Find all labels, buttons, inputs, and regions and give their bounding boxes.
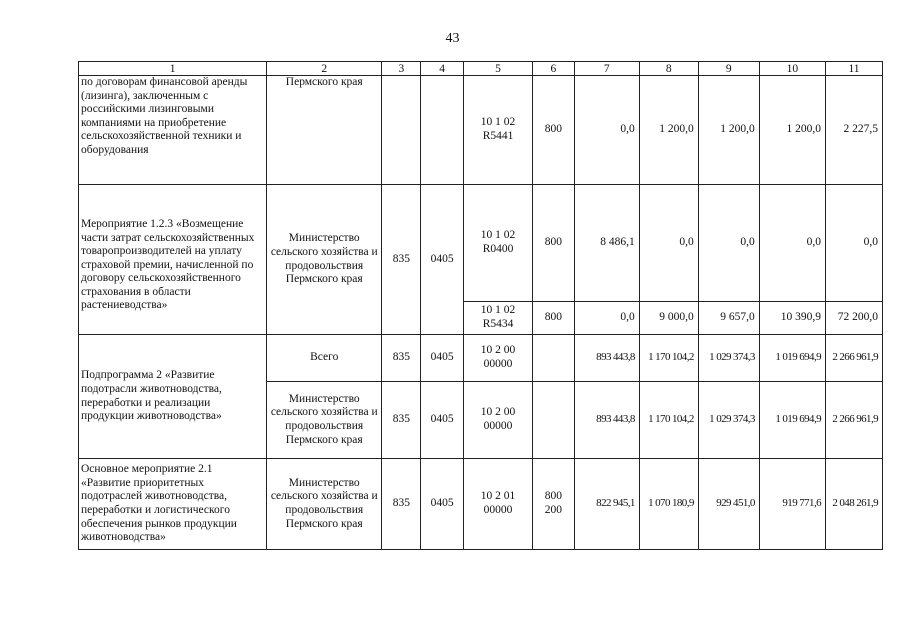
row-vr — [533, 335, 574, 382]
row-csr: 10 1 02 R5441 — [463, 76, 532, 185]
row-value-7: 8 486,1 — [574, 185, 639, 302]
row-value-11: 72 200,0 — [826, 302, 883, 335]
column-header-4: 4 — [421, 62, 463, 76]
column-header-5: 5 — [463, 62, 532, 76]
row-executor: Министерство сельского хозяйства и продовольствия Пермского края — [267, 382, 382, 459]
row-csr: 10 2 00 00000 — [463, 382, 532, 459]
row-value-10: 10 390,9 — [759, 302, 825, 335]
column-header-11: 11 — [826, 62, 883, 76]
row-value-7: 822 945,1 — [574, 459, 639, 550]
row-vr: 800 — [533, 76, 574, 185]
row-value-10: 1 200,0 — [759, 76, 825, 185]
row-name: по договорам финансовой аренды (лизинга), заключенным с российскими лизинговыми компаниями на приобретение сельскохозяйственной техники и оборудования — [79, 76, 267, 185]
row-rzpr: 0405 — [421, 459, 463, 550]
row-value-10: 1 019 694,9 — [759, 382, 825, 459]
row-csr: 10 1 02 R5434 — [463, 302, 532, 335]
row-value-11: 0,0 — [826, 185, 883, 302]
row-value-8: 1 170 104,2 — [639, 382, 698, 459]
row-name: Основное мероприятие 2.1 «Развитие приоритетных подотраслей животноводства, переработки и логистического обеспечения рынков продукции животноводства» — [79, 459, 267, 550]
row-rzpr: 0405 — [421, 382, 463, 459]
row-grbs: 835 — [382, 459, 421, 550]
table-row — [79, 335, 883, 382]
row-value-7: 893 443,8 — [574, 335, 639, 382]
row-name: Подпрограмма 2 «Развитие подотрасли животноводства, переработки и реализации продукции животноводства» — [79, 335, 267, 459]
row-grbs — [382, 76, 421, 185]
budget-table — [78, 61, 883, 550]
row-value-10: 0,0 — [759, 185, 825, 302]
row-value-8: 1 170 104,2 — [639, 335, 698, 382]
column-header-9: 9 — [698, 62, 759, 76]
row-csr: 10 2 00 00000 — [463, 335, 532, 382]
row-vr — [533, 382, 574, 459]
row-value-9: 0,0 — [698, 185, 759, 302]
row-value-8: 0,0 — [639, 185, 698, 302]
row-grbs: 835 — [382, 185, 421, 335]
row-value-11: 2 266 961,9 — [826, 382, 883, 459]
row-value-9: 1 200,0 — [698, 76, 759, 185]
row-rzpr: 0405 — [421, 335, 463, 382]
row-value-9: 929 451,0 — [698, 459, 759, 550]
row-value-9: 1 029 374,3 — [698, 335, 759, 382]
row-value-10: 1 019 694,9 — [759, 335, 825, 382]
row-grbs: 835 — [382, 382, 421, 459]
table-row — [79, 185, 883, 302]
row-value-10: 919 771,6 — [759, 459, 825, 550]
row-value-8: 9 000,0 — [639, 302, 698, 335]
column-header-row — [79, 62, 883, 76]
column-header-7: 7 — [574, 62, 639, 76]
row-value-11: 2 227,5 — [826, 76, 883, 185]
row-executor: Всего — [267, 335, 382, 382]
row-value-8: 1 070 180,9 — [639, 459, 698, 550]
table-row — [79, 459, 883, 550]
row-value-7: 0,0 — [574, 302, 639, 335]
row-name: Мероприятие 1.2.3 «Возмещение части затрат сельскохозяйственных товаропроизводителей на уплату страховой премии, начисленной по договору сельскохозяйственного страхования в области растениеводства» — [79, 185, 267, 335]
row-value-11: 2 048 261,9 — [826, 459, 883, 550]
row-vr: 800 — [533, 302, 574, 335]
row-rzpr: 0405 — [421, 185, 463, 335]
row-value-7: 893 443,8 — [574, 382, 639, 459]
row-executor: Пермского края — [267, 76, 382, 185]
row-executor: Министерство сельского хозяйства и продовольствия Пермского края — [267, 185, 382, 335]
page-number: 43 — [445, 31, 460, 46]
table-row — [79, 76, 883, 185]
row-value-7: 0,0 — [574, 76, 639, 185]
row-vr: 800 — [533, 185, 574, 302]
row-grbs: 835 — [382, 335, 421, 382]
row-csr: 10 1 02 R0400 — [463, 185, 532, 302]
column-header-8: 8 — [639, 62, 698, 76]
column-header-2: 2 — [267, 62, 382, 76]
column-header-6: 6 — [533, 62, 574, 76]
row-value-9: 1 029 374,3 — [698, 382, 759, 459]
row-rzpr — [421, 76, 463, 185]
row-executor: Министерство сельского хозяйства и продовольствия Пермского края — [267, 459, 382, 550]
row-value-11: 2 266 961,9 — [826, 335, 883, 382]
column-header-3: 3 — [382, 62, 421, 76]
row-value-8: 1 200,0 — [639, 76, 698, 185]
row-value-9: 9 657,0 — [698, 302, 759, 335]
column-header-10: 10 — [759, 62, 825, 76]
column-header-1: 1 — [79, 62, 267, 76]
row-vr: 800 200 — [533, 459, 574, 550]
row-csr: 10 2 01 00000 — [463, 459, 532, 550]
